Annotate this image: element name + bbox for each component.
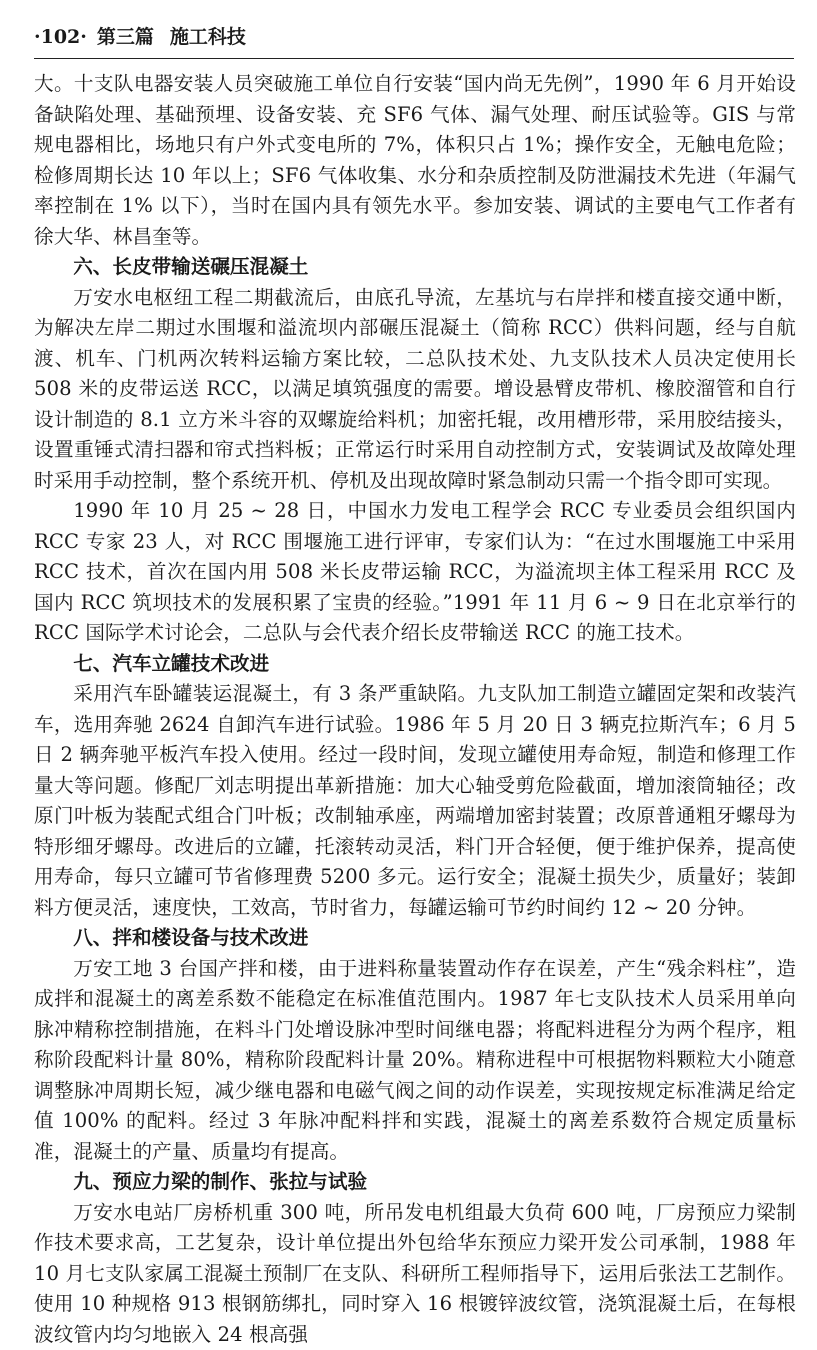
paragraph: 采用汽车卧罐装运混凝土，有 3 条严重缺陷。九支队加工制造立罐固定架和改装汽车，选用奔驰 2624 自卸汽车进行试验。1986 年 5 月 20 日 3 辆克拉斯汽车；6 月 5 日 2 辆奔驰平板汽车投入使用。经过一段时间，发现立罐使用寿命短，制造和修理工作量大等问题。修配厂刘志明提出革新措施：加大心轴受剪危险截面，增加滚筒轴径；改原门叶板为装配式组合门叶板；改制轴承座，两端增加密封装置；改原普通粗牙螺母为特形细牙螺母。改进后的立罐，托滚转动灵活，料门开合轻便，便于维护保养，提高使用寿命，每只立罐可节省修理费 5200 多元。运行安全；混凝土损失少，质量好；装卸料方便灵活，速度快，工效高，节时省力，每罐运输可节约时间约 12 ~ 20 分钟。: [34, 679, 796, 923]
section-heading-7: 七、汽车立罐技术改进: [34, 649, 796, 680]
page-number: ·102·: [34, 26, 87, 48]
section-title: 施工科技: [170, 22, 246, 49]
header-rule: [34, 58, 794, 59]
paragraph: 万安水电站厂房桥机重 300 吨，所吊发电机组最大负荷 600 吨，厂房预应力梁制作技术要求高，工艺复杂，设计单位提出外包给华东预应力梁开发公司承制，1988 年 10 月七支队家属工混凝土预制厂在支队、科研所工程师指导下，运用后张法工艺制作。使用 10 种规格 913 根钢筋绑扎，同时穿入 16 根镀锌波纹管，浇筑混凝土后，在每根波纹管内均匀地嵌入 24 根高强: [34, 1198, 796, 1350]
section-heading-6: 六、长皮带输送碾压混凝土: [34, 252, 796, 283]
running-head: [34, 22, 796, 50]
paragraph-continued: 大。十支队电器安装人员突破施工单位自行安装“国内尚无先例”，1990 年 6 月开始设备缺陷处理、基础预埋、设备安装、充 SF6 气体、漏气处理、耐压试验等。GIS 与常规电器相比，场地只有户外式变电所的 7%，体积只占 1%；操作安全，无触电危险；检修周期长达 10 年以上；SF6 气体收集、水分和杂质控制及防泄漏技术先进（年漏气率控制在 1% 以下），当时在国内具有领先水平。参加安装、调试的主要电气工作者有徐大华、林昌奎等。: [34, 69, 796, 252]
paragraph: 1990 年 10 月 25 ~ 28 日，中国水力发电工程学会 RCC 专业委员会组织国内 RCC 专家 23 人，对 RCC 围堰施工进行评审，专家们认为：“在过水围堰施工中采用 RCC 技术，首次在国内用 508 米长皮带运输 RCC，为溢流坝主体工程采用 RCC 及国内 RCC 筑坝技术的发展积累了宝贵的经验。”1991 年 11 月 6 ~ 9 日在北京举行的 RCC 国际学术讨论会，二总队与会代表介绍长皮带输送 RCC 的施工技术。: [34, 496, 796, 649]
part-title: 第三篇: [97, 22, 154, 49]
section-heading-8: 八、拌和楼设备与技术改进: [34, 923, 796, 954]
paragraph: 万安工地 3 台国产拌和楼，由于进料称量装置动作存在误差，产生“残余料柱”，造成拌和混凝土的离差系数不能稳定在标准值范围内。1987 年七支队技术人员采用单向脉冲精称控制措施，在料斗门处增设脉冲型时间继电器；将配料进程分为两个程序，粗称阶段配料计量 80%，精称阶段配料计量 20%。精称进程中可根据物料颗粒大小随意调整脉冲周期长短，减少继电器和电磁气阀之间的动作误差，实现按规定标准满足给定值 100% 的配料。经过 3 年脉冲配料拌和实践，混凝土的离差系数符合规定质量标准，混凝土的产量、质量均有提高。: [34, 954, 796, 1168]
section-heading-9: 九、预应力梁的制作、张拉与试验: [34, 1167, 796, 1198]
book-page: [34, 22, 796, 1350]
paragraph: 万安水电枢纽工程二期截流后，由底孔导流，左基坑与右岸拌和楼直接交通中断，为解决左岸二期过水围堰和溢流坝内部碾压混凝土（简称 RCC）供料问题，经与自航渡、机车、门机两次转料运输方案比较，二总队技术处、九支队技术人员决定使用长 508 米的皮带运送 RCC，以满足填筑强度的需要。增设悬臂皮带机、橡胶溜管和自行设计制造的 8.1 立方米斗容的双螺旋给料机；加密托辊，改用槽形带，采用胶结接头，设置重锤式清扫器和帘式挡料板；正常运行时采用自动控制方式，安装调试及故障处理时采用手动控制，整个系统开机、停机及出现故障时紧急制动只需一个指令即可实现。: [34, 283, 796, 497]
